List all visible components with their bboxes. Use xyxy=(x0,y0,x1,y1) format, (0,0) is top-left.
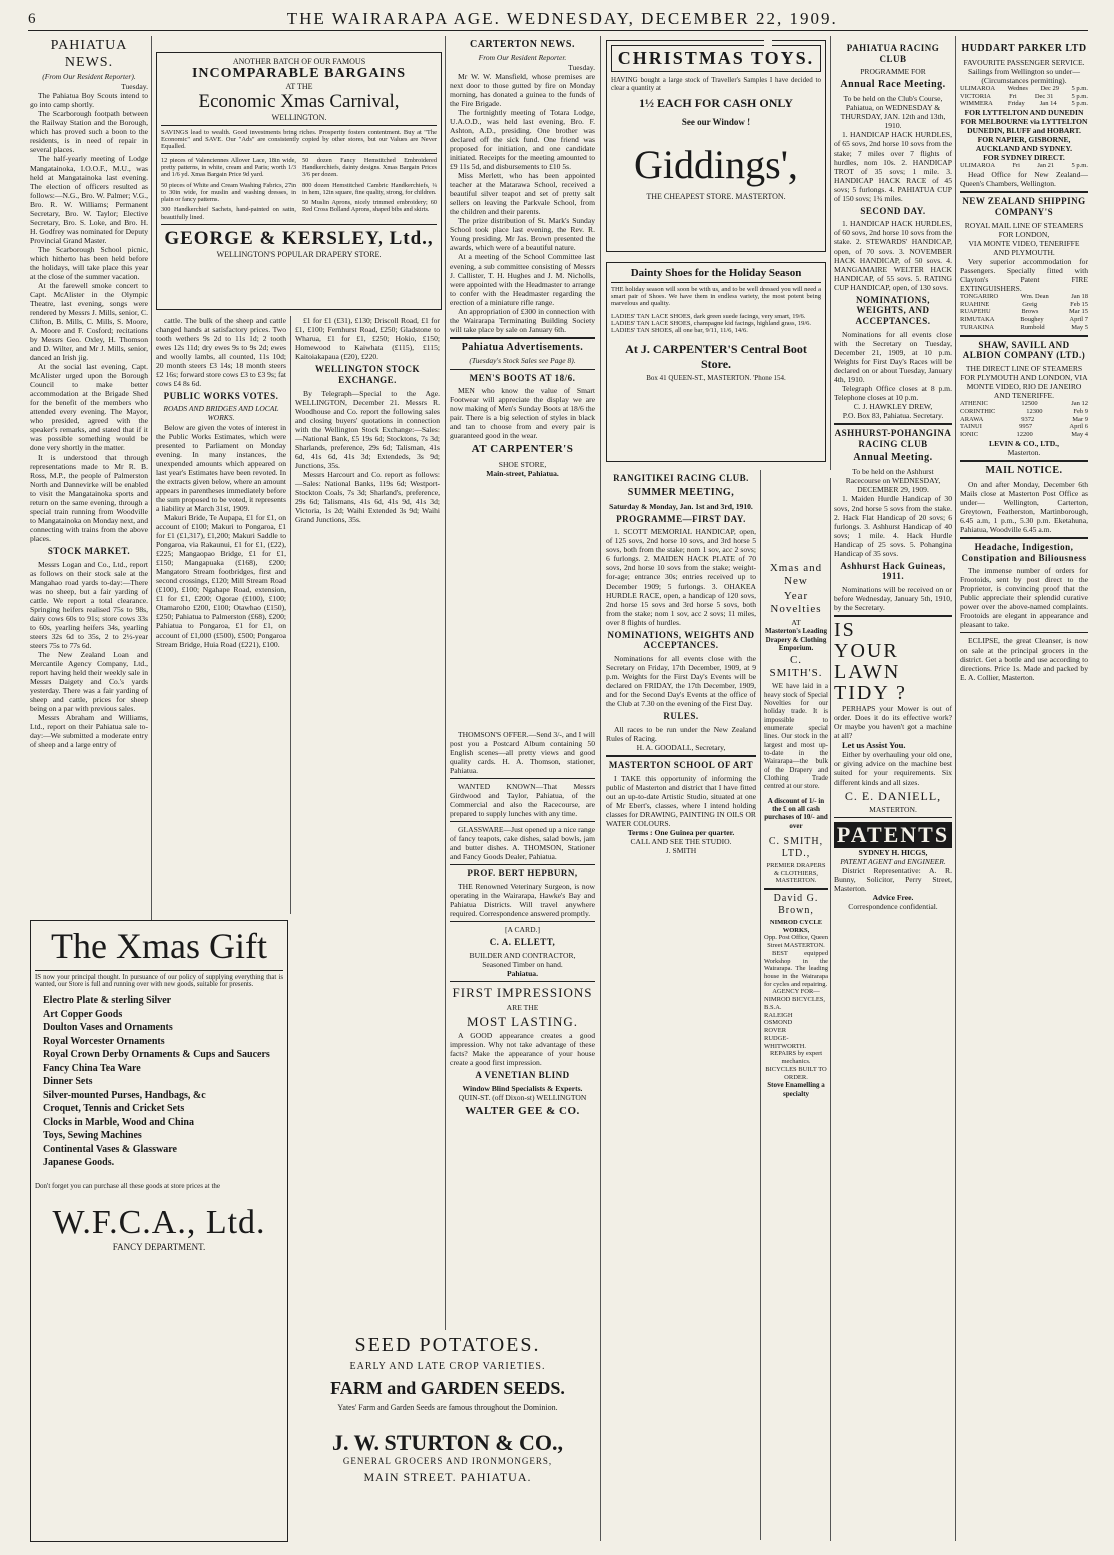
ad-item: 300 Handkerchief Sachets, hand-painted on satin, beautifully lined. xyxy=(161,206,296,221)
table-cell: ULIMAROA xyxy=(960,84,996,92)
ships-table xyxy=(960,293,1088,332)
article-paragraph: The Scarborough footpath between the Railway Station and the Borough, which has proved such a boon to the residents, is in need of repair in several places. xyxy=(30,109,148,155)
advert-text: A GOOD appearance creates a good impression. Why not take advantage of these facts? Make the appearance of your house create a good first impression. xyxy=(450,1031,595,1068)
table-cell: TAINUI xyxy=(960,423,982,431)
article-paragraph: Messrs Logan and Co., Ltd., report as follows on their stock sale at the Mangahao road yards to-day:—There was no sheep, but a fair yarding of cattle. We report a total clearance. Springing heifers realised 75s to 98s, dairy cows 60s to 91s; store cows 33s to 60s, yearling heifers 34s, yearling steers 32s 6d to 35s, 2 to 2½-year steers 75s to 77s 6d. xyxy=(30,559,148,650)
ad-firm: Giddings', xyxy=(634,142,798,187)
dainty-shoes-advert xyxy=(606,262,826,462)
race-line: PROGRAMME FOR xyxy=(860,67,926,77)
conf-line: Correspondence confidential. xyxy=(848,902,938,912)
byline: From Our Resident Reporter. xyxy=(478,52,567,62)
csmith-firm: C. SMITH, LTD., xyxy=(768,836,824,859)
ad-title: Economic Xmas Carnival, xyxy=(198,91,400,112)
order-line: BICYCLES BUILT TO ORDER. xyxy=(765,1065,827,1081)
stock-market-heading: STOCK MARKET. xyxy=(47,545,131,556)
stove-line: Stove Enamelling a specialty xyxy=(767,1081,825,1098)
table-cell: 5 p.m. xyxy=(1071,84,1088,92)
table-cell: Brows xyxy=(1021,308,1039,316)
fi-heading: MOST LASTING. xyxy=(467,1013,578,1029)
gift-item: Doulton Vases and Ornaments xyxy=(43,1022,173,1033)
csmith-heading: Year Novelties xyxy=(770,590,822,616)
article-paragraph: Below are given the votes of interest in the Public Works Estimates, which were presented to Parliament on Monday evening. In many instances, the unexpended amounts which appeared on last year's Estimates have been revoted. In the extracts given below, where an amount appears in parentheses immediately before the sum proposed to be voted, it represents a liability at March 31st, 1909. xyxy=(156,422,286,514)
daniell-firm: C. E. DANIELL, xyxy=(844,788,942,803)
agency-item: OSMOND xyxy=(764,1019,793,1027)
ad-firm: GEORGE & KERSLEY, Ltd., xyxy=(164,227,434,249)
nominations-heading: NOMINATIONS, WEIGHTS AND ACCEPTANCES. xyxy=(607,629,755,651)
table-cell: Feb 9 xyxy=(1073,407,1088,415)
route-line: FOR SYDNEY DIRECT. xyxy=(983,153,1065,163)
ashhurst-date: To be held on the Ashhurst Racecourse on WEDNESDAY, DECEMBER 29, 1909. xyxy=(845,467,941,495)
route-line: FOR NAPIER, GISBORNE, AUCKLAND AND SYDNEY. xyxy=(975,135,1073,154)
article-paragraph: All races to be run under the New Zealand Rules of Racing. xyxy=(606,724,756,743)
article-paragraph: 1. SCOTT MEMORIAL HANDICAP, open, of 125 sovs, 2nd horse 10 sovs, and 3rd horse 5 sovs, both from the stake; nom 1 sov, acc 2 sovs; 6 furlongs. 2. MAIDEN HACK PLATE of 70 sovs, 2nd horse 10 sovs from the stake; weight-for-age; entrance 30s; entries received up to December 1909; 5 furlongs. 3. OHAKEA HURDLE RACE, open, a handicap of 120 sovs, 2nd horse 15 sovs and 3rd horse 5 sovs, both from the stake; nom 1 sov, acc 2 sovs; 11 miles, over 8 flights of hurdles. xyxy=(606,527,756,627)
table-cell: Wm. Dean xyxy=(1020,292,1049,300)
article-paragraph: The New Zealand Loan and Mercantile Agency Company, Ltd., report having held their weekly sale in Messrs Daigety and Co.'s yards yesterday. There was a fair yarding of sheep and cattle, prices for sheep being on a par with previous sales. xyxy=(30,649,148,714)
csmith-line: PREMIER DRAPERS & CLOTHIERS, MASTERTON. xyxy=(766,861,826,885)
table-cell: Jan 12 xyxy=(1071,400,1088,408)
column-shipping-mail xyxy=(960,40,1088,1540)
table-cell: Mar 15 xyxy=(1069,308,1088,316)
csmith-line: Masterton's Leading Drapery & Clothing Emporium. xyxy=(764,627,828,652)
article-paragraph: cattle. The bulk of the sheep and cattle changed hands at satisfactory prices. Two tooth wethers 9s 2d to 11s 1d; 2 tooth ewes 12s 11d; dry ewes 9s to 9s 2d; ewes and woolly lambs, all counted, 11s 10d; 20 month steers £3 14s; 18 month steers £2 16s; forward store cows £3 to £3 9s; fat cows £4 8s 6d. xyxy=(156,316,286,389)
advert-text: THOMSON'S OFFER.—Send 3/-, and I will post you a Postcard Album containing 50 English scenes—all pretty views and good quality cards. H. A. Thomson, stationer, Pahiatua. xyxy=(450,730,595,776)
table-cell: 12300 xyxy=(1026,407,1043,415)
brown-line: NIMROD CYCLE WORKS, xyxy=(769,918,823,934)
builder-role: BUILDER AND CONTRACTOR, xyxy=(469,950,576,960)
blind-heading: A VENETIAN BLIND xyxy=(475,1070,570,1081)
byline: (From Our Resident Reporter). xyxy=(42,72,136,82)
csmith-firm: C. SMITH'S. xyxy=(769,654,823,680)
article-paragraph: Either by overhauling your old one, or giving advice on the machine best suited for your requirements. Six different kinds and all sizes. xyxy=(834,750,952,787)
shaw-line: THE DIRECT LINE OF STEAMERS FOR PLYMOUTH AND LONDON, VIA MONTE VIDEO, RIO DE JANEIRO AND TENERIFFE. xyxy=(960,363,1088,400)
mail-heading: MAIL NOTICE. xyxy=(985,464,1063,476)
ashhurst-heading: ASHHURST-POHANGINA RACING CLUB xyxy=(834,428,952,449)
table-row xyxy=(960,431,1088,439)
ad-line: LADIES' TAN LACE SHOES, champagne kid facings, highland grass, 19/6. xyxy=(611,320,812,327)
huddart-line: Sailings from Wellington so under—(Circumstances permitting). xyxy=(968,66,1080,85)
agency-heading: AGENCY FOR— xyxy=(772,988,820,996)
table-cell: WIMMERA xyxy=(960,100,993,108)
ad-item: 50 pieces of White and Cream Washing Fabrics, 27in to 30in wide, for muslin and washing dresses, in plain or fancy patterns. xyxy=(161,181,296,204)
table-cell: Dec 29 xyxy=(1040,84,1060,92)
agency-item: ROVER xyxy=(764,1027,787,1035)
table-cell: Mar 9 xyxy=(1072,415,1088,423)
levin-line: Masterton. xyxy=(1007,447,1041,457)
ad-line: GENERAL GROCERS AND IRONMONGERS, xyxy=(342,1456,553,1466)
table-cell: CORINTHIC xyxy=(960,407,996,415)
article-paragraph: On and after Monday, December 6th Mails close at Masterton Post Office as under— Wellington, Carterton, Greytown, Featherston, Martinborough, 6.45 a.m, 1 p.m., 5.30 p.m. Eketahuna, Pahiatua, Woodville 6.45 a.m. xyxy=(960,479,1088,534)
ad-blurb: HAVING bought a large stock of Traveller's Samples I have decided to clear a quantity at xyxy=(611,76,821,92)
ad-line: Yates' Farm and Garden Seeds are famous throughout the Dominion. xyxy=(337,1403,558,1412)
ad-blurb: SAVINGS lead to wealth. Good investments bring riches. Prosperity fosters contentment. Buy at "The Economic" and SAVE. Our "Ads" are consistently copied by other stores, but our Values are Never Equalled. xyxy=(161,129,437,150)
table-cell: Friday xyxy=(1007,100,1025,108)
table-cell: RUAPEHU xyxy=(960,308,991,316)
table-cell: Dec 31 xyxy=(1034,92,1054,100)
daniell-town: MASTERTON. xyxy=(869,804,917,814)
carnival-advert xyxy=(156,52,442,310)
article-paragraph: By Telegraph—Special to the Age. WELLINGTON, December 21. Messrs R. Woodhouse and Co. report the following sales and closing buyers' quotations in connection with the Wellington Stock Exchange:—Sales:—National Bank, £5 19s 6d; Stocktons, 7s 3d; Sharlands, preference, 29s 6d; Talisman, 41s 6d, 41s 6d, 41s 3d; Extendeds, 3s 9d; Junctions, 35s. xyxy=(295,388,440,470)
hicks-role: PATENT AGENT and ENGINEER. xyxy=(840,857,946,867)
agency-item: RALEIGH xyxy=(764,1011,793,1019)
ad-firm: W.F.C.A., Ltd. xyxy=(52,1203,266,1241)
article-paragraph: Nominations for all events close with the Secretary on Tuesday, December 21, 1909, at 10 p.m. Weights for First Day's Races will be declared on or about Tuesday, January 4th, 1910. xyxy=(834,329,952,384)
ad-blurb: IS now your principal thought. In pursuance of our policy of supplying everything that is wanted, our Store is full and running over with new goods, suitable for presents. xyxy=(35,974,283,988)
article-paragraph: ECLIPSE, the great Cleanser, is now on sale at the principal grocers in the district. Get a bottle and use according to directions. Price 1s. Made and packed by E. A. Collier, Masterton. xyxy=(960,636,1088,682)
ad-line: WELLINGTON. xyxy=(271,113,327,122)
ad-item: 12 pieces of Valenciennes Allover Lace, 18in wide, pretty patterns, in white, cream and Paris; worth 1/3 and 1/6 yd. Xmas Bargain Price 9d yard. xyxy=(161,157,296,179)
agency-item: B.S.A. xyxy=(764,1003,782,1011)
table-cell: Jan 18 xyxy=(1071,292,1088,300)
article-paragraph: Telegraph Office closes at 8 p.m. Telephone closes at 10 p.m. xyxy=(834,383,952,402)
stock-exchange-heading: WELLINGTON STOCK EXCHANGE. xyxy=(315,364,420,385)
race-subheading: SUMMER MEETING, xyxy=(627,486,735,498)
table-cell: Feb 15 xyxy=(1070,300,1088,308)
route-line: FOR LYTTELTON AND DUNEDIN xyxy=(964,108,1084,118)
fi-line: ARE THE xyxy=(506,1002,539,1012)
ad-title: Dainty Shoes for the Holiday Season xyxy=(630,267,802,279)
shaw-heading: SHAW, SAVILL AND ALBION COMPANY (LTD.) xyxy=(962,339,1086,361)
nzs-line: ROYAL MAIL LINE OF STEAMERS FOR LONDON, xyxy=(964,220,1084,239)
gift-item: Croquet, Tennis and Cricket Sets xyxy=(43,1103,185,1114)
fi-heading: FIRST IMPRESSIONS xyxy=(452,985,593,1001)
gift-item: Art Copper Goods xyxy=(43,1008,123,1020)
table-cell: 12500 xyxy=(1021,400,1038,408)
gift-item: Japanese Goods. xyxy=(43,1157,115,1168)
article-paragraph: PERHAPS your Mower is out of order. Does it do its effective work? Or maybe you haven't got a machine at all? xyxy=(834,704,952,741)
blind-firm: WALTER GEE & CO. xyxy=(465,1104,580,1117)
dateline: Tuesday. xyxy=(121,82,148,92)
advice-line: Advice Free. xyxy=(872,893,914,903)
race-heading: RANGITIKEI RACING CLUB. xyxy=(613,473,749,483)
agency-list xyxy=(764,996,828,1050)
article-paragraph: Nominations will be received on or before Wednesday, January 5th, 1910, by the Secretary. xyxy=(834,585,952,613)
table-cell: 5 p.m. xyxy=(1071,92,1088,100)
article-paragraph: The Scarborough School picnic, which hitherto has been held before the holidays, will take place this year at the close of the summer vacation. xyxy=(30,244,148,281)
race-date: Saturday & Monday, Jan. 1st and 3rd, 1910. xyxy=(609,501,753,511)
table-cell: VICTORIA xyxy=(960,92,991,100)
race-line: To be held on the Club's Course, Pahiatua, on WEDNESDAY & THURSDAY, JAN. 12th and 13th, 1910. xyxy=(840,94,946,131)
gift-list xyxy=(35,994,283,1170)
dateline: Tuesday. xyxy=(568,62,595,72)
builder-name: C. A. ELLETT, xyxy=(489,937,556,948)
table-cell: May 4 xyxy=(1071,430,1088,438)
masthead xyxy=(28,8,1088,31)
call-line: CALL AND SEE THE STUDIO. xyxy=(630,836,732,846)
article-paragraph: Head Office for New Zealand—Queen's Chambers, Wellington. xyxy=(960,170,1088,189)
ad-line: THE CHEAPEST STORE. MASTERTON. xyxy=(646,192,786,201)
terms-line: Terms : One Guinea per quarter. xyxy=(627,827,735,837)
article-paragraph: 1. HANDICAP HACK HURDLES, of 65 sovs, 2nd horse 10 sovs from the stake; 7 miles over 7 flights of hurdles, nom 10s. 2. HANDICAP TROT of 35 sovs; 1 mile. 3. HANDICAP HACK RACE of 45 sovs; 5 furlongs. 4. PAHIATUA CUP of 150 sovs; 1¾ miles. xyxy=(834,130,952,203)
article-paragraph: District Representative: A. R. Bunny, Solicitor, Perry Street, Masterton. xyxy=(834,866,952,894)
shop-line: SHOE STORE, xyxy=(498,459,547,469)
column-racing-clubs xyxy=(834,40,952,1540)
ad-title: CHRISTMAS TOYS. xyxy=(611,45,821,72)
ad-line: INCOMPARABLE BARGAINS xyxy=(191,66,407,81)
ad-line: LADIES' TAN SHOES, all one bar, 9/11, 11/6, 14/6. xyxy=(611,327,748,334)
section-heading: CARTERTON NEWS. xyxy=(470,39,575,50)
table-cell: Wednes xyxy=(1007,84,1028,92)
article-paragraph: It is understood that through representations made to Mr R. B. Ross, M.P., the people of Palmerston North and Dannevirke will be enabled to visit the Mangatainoka sports and return on the same evening, through a special train running from Woodville to Mangatainoka on Monday next, and connecting with trains from the above places. xyxy=(30,452,148,543)
table-cell: ULIMAROA xyxy=(960,162,996,170)
ad-item: 800 dozen Hemstitched Cambric Handkerchiefs, ¼ in hem, 12in square, fine quality, strong, for children. xyxy=(302,181,437,196)
table-row xyxy=(960,316,1088,324)
table-row xyxy=(960,324,1088,332)
card-label: [A CARD.] xyxy=(504,925,541,935)
table-cell: Jan 21 xyxy=(1037,162,1055,170)
brown-line: Opp. Post Office, Queen Street MASTERTON. xyxy=(764,934,828,950)
ad-note: Don't forget you can purchase all these goods at store prices at the xyxy=(35,1181,221,1190)
xmas-gift-advert xyxy=(30,920,288,1542)
patents-heading: PATENTS xyxy=(834,822,952,848)
ad-title: The Xmas Gift xyxy=(51,926,267,966)
article-paragraph: 1. HANDICAP HACK HURDLES, of 60 sovs, 2nd horse 10 sovs from the stake. 2. STEWARDS' HANDICAP, open, of 70 sovs. 3. NOVEMBER HACK HANDICAP, of 50 sovs. 4. MANGAMAIRE WELTER HACK HANDICAP, of 55 sovs. 5. RATING CUP HANDICAP, open, of 130 sovs. xyxy=(834,219,952,292)
csmith-heading: Xmas and New xyxy=(769,562,823,588)
column-carterton-news xyxy=(450,36,595,726)
rules-heading: RULES. xyxy=(663,711,699,722)
ad-line: ANOTHER BATCH OF OUR FAMOUS xyxy=(232,57,366,66)
ad-line: FARM and GARDEN SEEDS. xyxy=(330,1378,565,1398)
article-paragraph: Messrs Abraham and Williams, Ltd., report on their Pahiatua sale to-day:—We submitted a moderate entry of sheep and a large entry of xyxy=(30,713,148,750)
sailing-table xyxy=(960,85,1088,108)
ashhurst-subheading: Annual Meeting. xyxy=(853,452,933,464)
table-cell: ATHENIC xyxy=(960,400,988,408)
programme-heading: PROGRAMME—FIRST DAY. xyxy=(616,513,746,524)
shop-line: Main-street, Pahiatua. xyxy=(486,468,559,478)
article-paragraph: An appropriation of £300 in connection with the Wairarapa Terminating Building Society will take place by sale on January 6th. xyxy=(450,306,595,334)
brown-firm: David G. Brown, xyxy=(773,893,819,916)
gift-item: Clocks in Marble, Wood and China xyxy=(43,1116,194,1128)
nominations-heading: NOMINATIONS, WEIGHTS, AND ACCEPTANCES. xyxy=(855,294,931,327)
lawn-heading: IS YOUR LAWN TIDY ? xyxy=(834,619,907,705)
seed-advert xyxy=(300,1330,595,1542)
table-cell: IONIC xyxy=(960,430,979,438)
advert-text: GLASSWARE—Just opened up a nice range of fancy teapots, cake dishes, salad bowls, jam and butter dishes. A. THOMSON, Stationer and Fancy Goods Dealer, Pahiatua. xyxy=(450,825,595,862)
article-paragraph: MEN who know the value of Smart Footwear will appreciate the display we are now making of Men's Sunday Boots at 18/6 the pair. There is a big selection of styles in black and tan to choose from and every pair is guaranteed good in the wear. xyxy=(450,386,595,441)
table-cell: Rumbold xyxy=(1020,323,1045,331)
prof-heading: PROF. BERT HEPBURN, xyxy=(467,868,578,879)
shop-name: AT CARPENTER'S xyxy=(471,443,574,456)
table-cell: Fri xyxy=(1012,162,1020,170)
table-cell: ARAWA xyxy=(960,415,984,423)
gift-item: Silver-mounted Purses, Handbags, &c xyxy=(43,1089,206,1101)
table-cell: April 7 xyxy=(1069,316,1088,324)
headache-heading: Headache, Indigestion, Constipation and Biliousness xyxy=(961,541,1087,563)
ad-item: 50 Muslin Aprons, nicely trimmed embroidery; 60 Red Cross Bolland Aprons, shaped bibs and skirts. xyxy=(302,199,437,214)
table-row xyxy=(960,423,1088,431)
adverts-heading: Pahiatua Advertisements. xyxy=(461,341,584,353)
ad-window: See our Window ! xyxy=(681,117,751,127)
ad-title: SEED POTATOES. xyxy=(354,1334,541,1356)
article-paragraph: Mr W. W. Mansfield, whose premises are next door to those gutted by fire on Monday morning, has donated a guinea to the funds of the Fire Brigade. xyxy=(450,71,595,108)
column-wellington-exchange xyxy=(295,316,440,914)
table-cell: TURAKINA xyxy=(960,323,994,331)
nzs-line: VIA MONTE VIDEO, TENERIFFE AND PLYMOUTH. xyxy=(968,238,1080,257)
advert-text: THE Renowned Veterinary Surgeon, is now operating in the Wairarapa, Hawke's Bay and Pahiatua Districts. Will travel anywhere required. Correspondence answered promptly. xyxy=(450,882,595,919)
nzs-heading: NEW ZEALAND SHIPPING COMPANY'S xyxy=(962,196,1086,217)
table-cell: 5 p.m. xyxy=(1071,162,1088,170)
route-line: FOR MELBOURNE via LYTTELTON DUNEDIN, BLUFF and HOBART. xyxy=(960,117,1088,136)
table-cell: May 5 xyxy=(1071,323,1088,331)
table-row xyxy=(960,308,1088,316)
ad-price: 1½ EACH FOR CASH ONLY xyxy=(639,96,793,110)
article-paragraph: At a meeting of the School Committee last evening, a sub committee consisting of Messrs J. Callister, T. H. Hughes and J. M. Nicholls, were appointed with the Headmaster to arrange to confer with the Headmaster regarding the erection of a miniature rifle range. xyxy=(450,252,595,307)
table-row xyxy=(960,162,1088,170)
christmas-toys-advert xyxy=(606,40,826,252)
column-stock-and-works xyxy=(156,316,286,914)
gift-item: Fancy China Tea Ware xyxy=(43,1062,141,1074)
csmith-text: WE have laid in a heavy stock of Special Novelties for our holiday trade. It is impossible to enumerate special lines. Our stock in the largest and most up-to-date in the Wairarapa—the bulk of the Drapery and Clothing Trade centred at our store. xyxy=(764,682,828,791)
column-racing-and-art xyxy=(606,470,756,1540)
table-cell: Greig xyxy=(1022,300,1038,308)
table-row xyxy=(960,416,1088,424)
page-number: 6 xyxy=(28,10,37,27)
huddart-heading: HUDDART PARKER LTD xyxy=(961,43,1087,54)
secretary-line: P.O. Box 83, Pahiatua. Secretary. xyxy=(842,411,944,421)
article-paragraph: At the farewell smoke concert to Capt. McAlister in the Olympic Theatre, last evening, songs were rendered by Messrs J. Mills, senior, C. Clifton, B. Mills, C. Mills, S. Moore, A. Moore and F. Cosford; recitations by Messrs Geo. Oxley, H. Thomson and D. Wilter, and Mr J. Mills, senior, danced an Irish jig. xyxy=(30,280,148,363)
blind-line: QUIN-ST. (off Dixon-st) WELLINGTON xyxy=(458,1092,587,1102)
signature: J. SMITH xyxy=(665,846,697,856)
ad-line: EARLY AND LATE CROP VARIETIES. xyxy=(349,1361,546,1372)
table-cell: TONGARIRO xyxy=(960,292,999,300)
article-paragraph: I TAKE this opportunity of informing the public of Masterton and district that I have fitted out an up-to-date Artistic Studio, situated at one of Mr Ebert's, classes, where I intend holding classes for DRAWING, PAINTING IN OILS OR WATER COLOURS. xyxy=(606,773,756,828)
huddart-line: FAVOURITE PASSENGER SERVICE. xyxy=(963,57,1085,67)
brown-text: BEST equipped Workshop in the Wairarapa. The leading house in the Wairarapa for cycles and repairing. xyxy=(764,949,828,988)
pahiatua-race-heading: PAHIATUA RACING CLUB xyxy=(846,43,940,64)
article-paragraph: The prize distribution of St. Mark's Sunday School took place last evening, the Rev. R. Young presiding. Mr Jas. Brown presented the awards, which were of a beautiful nature. xyxy=(450,216,595,253)
public-works-subheading: ROADS AND BRIDGES AND LOCAL WORKS. xyxy=(163,403,279,422)
table-cell: Boughey xyxy=(1020,316,1044,324)
builder-addr: Pahiatua. xyxy=(506,969,538,979)
agency-item: RUDGE-WHITWORTH. xyxy=(764,1034,807,1050)
table-row xyxy=(960,301,1088,309)
sailing-table xyxy=(960,162,1088,170)
ships-table xyxy=(960,400,1088,439)
table-cell: 9957 xyxy=(1019,423,1033,431)
article-paragraph: The fortnightly meeting of Totara Lodge, U.A.O.D., was held last evening, Bro. F. Ashton, A.D., presiding. One brother was declared off the sick fund. One friend was proposed for initiation, and one candidate initiated. Receipts for the meeting amounted to £9 11s 5d, and disbursements to £10 5s. xyxy=(450,107,595,172)
secretary-line: C. J. HAWKLEY DREW, xyxy=(853,402,933,412)
table-row xyxy=(960,85,1088,93)
gift-item: Electro Plate & sterling Silver xyxy=(43,995,172,1006)
article-paragraph: £1 for £1 (£31), £130; Driscoll Road, £1 for £1, £100; Fernhurst Road, £250; Gladstone to Wharua, £1 for £1, £250; Hokio, £150; Homewood to Kaiwhata (£115), £115; Kaitoiakapaua (£20), £220. xyxy=(295,316,440,362)
article-paragraph: At the social last evening, Capt. McAlister urged upon the Borough Council to make better accommodation at the Brigade Shed for the benefit of the members who attended every evening. The Mayor, who presided, agreed with the speaker's remarks, and stated that if it was possible something would be done very shortly in the matter. xyxy=(30,362,148,453)
ad-line: LADIES' TAN LACE SHOES, dark green suede facings, very smart, 19/6. xyxy=(611,313,806,320)
public-works-heading: PUBLIC WORKS VOTES. xyxy=(163,391,279,402)
adverts-subheading: (Tuesday's Stock Sales see Page 8). xyxy=(469,355,576,365)
art-school-heading: MASTERTON SCHOOL OF ART xyxy=(608,760,754,771)
ad-line: Box 41 QUEEN-ST., MASTERTON. 'Phone 154. xyxy=(646,374,786,382)
ad-dept: FANCY DEPARTMENT. xyxy=(112,1241,206,1252)
gift-item: Continental Vases & Glassware xyxy=(43,1143,177,1155)
hicks-name: SYDNEY H. HICGS, xyxy=(858,848,928,858)
agency-item: NIMROD BICYCLES, xyxy=(764,996,826,1004)
guineas-heading: Ashhurst Hack Guineas, 1911. xyxy=(840,560,946,582)
article-paragraph: The Pahiatua Boy Scouts intend to go into camp shortly. xyxy=(30,91,148,110)
article-paragraph: Miss Merlett, who has been appointed teacher at the Matarawa School, received a beautiful silver teapot and set of pretty salt sellers on leaving the Parkvale School, from the children and their parents. xyxy=(450,171,595,217)
csmith-line: AT xyxy=(791,618,801,628)
second-day-heading: SECOND DAY. xyxy=(860,205,926,216)
lawn-assist: Let us Assist You. xyxy=(842,740,906,751)
secretary-line: H. A. GOODALL, Secretary, xyxy=(636,743,726,753)
table-cell: 9372 xyxy=(1021,415,1035,423)
table-cell: 5 p.m. xyxy=(1071,100,1088,108)
ad-firm: At J. CARPENTER'S Central Boot Store. xyxy=(625,342,807,371)
ad-line: WELLINGTON'S POPULAR DRAPERY STORE. xyxy=(216,249,382,259)
gift-item: Dinner Sets xyxy=(43,1076,93,1087)
ad-item: 50 dozen Fancy Hemstitched Embroidered Handkerchiefs, dainty designs. Xmas Bargain Prices 3/6 per dozen. xyxy=(302,157,437,179)
article-paragraph: Nominations for all events close with the Secretary on Friday, 17th December, 1909, at 9 p.m. Weights for the First Day's Events will be declared on FRIDAY, the 17th December, 1909, and for the Second Day's Events at the office of the Club at 7.30 on the evening of the First Day. xyxy=(606,654,756,709)
table-cell: Jan 14 xyxy=(1039,100,1057,108)
ad-line: AT THE xyxy=(285,82,313,91)
table-row xyxy=(960,400,1088,408)
column-csmith-brown xyxy=(764,560,828,1540)
table-cell: Fri xyxy=(1009,92,1017,100)
article-paragraph: Makuri Bride, Te Aupapa, £1 for £1, on account of £100; Makuri to Pongaroa, £1 for £1 (£1,317), £1,200; Makuri Saddle to Pongaroa, via Rakaunui, £1 for £1, (£22), £225; Mangaopao Bridge, £1 for £1, £150; Mangapuaka (£168), £200; Mangatoro Stream footbridges, first and second crossings, £120; Mill Stream Road (£100), £100; Ngahape Road, extension, £1 for £1, £200; Ogorae (£100), £100; Otamaroho £200, £100; Otawhao (£150), £250; Pahiatua to Palmerston (£68), £200; Pahiatua to Pongaroa, £1 for £1, on account of £1,000 (£500), £500; Pongaroa Stream Bridge, Huia Road (£221), £100. xyxy=(156,513,286,649)
builder-note: Seasoned Timber on hand. xyxy=(482,960,563,969)
table-row xyxy=(960,100,1088,108)
table-row xyxy=(960,408,1088,416)
table-cell: RUAHINE xyxy=(960,300,990,308)
repairs-line: REPAIRS by expert mechanics. xyxy=(769,1050,823,1066)
levin-line: LEVIN & CO., LTD., xyxy=(989,438,1059,448)
table-cell: April 6 xyxy=(1069,423,1088,431)
table-cell: RIMUTAKA xyxy=(960,316,995,324)
section-heading: PAHIATUA NEWS. xyxy=(50,38,128,70)
newspaper-title: THE WAIRARAPA AGE. WEDNESDAY, DECEMBER 22, 1909. xyxy=(286,9,838,28)
ad-blurb: THE holiday season will soon be with us, and to be well dressed you will need a smart pair of Shoes. We have them in endless variety, the most potent being marvelous and quality. xyxy=(611,286,821,307)
article-paragraph: 1. Maiden Hurdle Handicap of 30 sovs, 2nd horse 5 sovs from the stake. 2. Hack Flat Handicap of 20 sovs; 6 furlongs. 3. Ashhurst Handicap of 40 sovs; 1 mile. 4. Hack Hurdle Handicap of 25 sovs. 5. Pohangina Handicap of 35 sovs. xyxy=(834,494,952,558)
annual-heading: Annual Race Meeting. xyxy=(840,79,946,91)
gift-item: Toys, Sewing Machines xyxy=(43,1130,142,1141)
ad-line: MAIN STREET. PAHIATUA. xyxy=(363,1470,532,1484)
discount-line: A discount of 1/- in the £ on all cash purchases of 10/- and over xyxy=(764,796,828,830)
table-row xyxy=(960,93,1088,101)
boots-heading: MEN'S BOOTS AT 18/6. xyxy=(469,372,576,383)
table-row xyxy=(960,293,1088,301)
blind-line: Window Blind Specialists & Experts. xyxy=(462,1083,583,1093)
article-paragraph: The immense number of orders for Frootoids, sent by post direct to the Proprietor, is convincing proof that the Public appreciate their splendid curative power over the above-named complaints. Frootoids are elegant in appearance and pleasant to take. xyxy=(960,566,1088,630)
table-cell: 12200 xyxy=(1016,430,1033,438)
article-paragraph: Very superior accommodation for Passengers. Specially fitted with Clayton's Patent FIRE EXTINGUISHERS. xyxy=(960,256,1088,293)
gift-item: Royal Worcester Ornaments xyxy=(43,1035,165,1047)
advert-text: WANTED KNOWN—That Messrs Girdwood and Taylor, Pahiatua, of the Commercial and also the Racecourse, are prepared to supply lunches with any time. xyxy=(450,782,595,819)
gift-item: Royal Crown Derby Ornaments & Cups and Saucers xyxy=(43,1049,270,1060)
column-pahiatua-ads xyxy=(450,730,595,1117)
article-paragraph: Messrs Harcourt and Co. report as follows:—Sales: National Banks, 119s 6d; Westport-Stockton Coals, 7s 3d; Sharland's, preference, 29s 6d; Talismans, 41s 6d, 41s 9d, 41s 3d; Victoria, 1s 2d; Waihi Extended 3s 9d; Waihi Grand Junctions, 35s. xyxy=(295,469,440,524)
article-paragraph: The half-yearly meeting of Lodge Mangatainoka, I.O.O.F., M.U., was held at Mangatainoka last evening. The election of officers resulted as follows:—N.G., Bro. W. Palmer; V.G., Bro. R. W. Williams; Permanent Secretary, Bro. W. Taylor; Elective Secretary, Bro. S. Loke, and Bro. H. H. Godfrey was nominated for Deputy Provincial Grand Master. xyxy=(30,154,148,245)
ad-firm: J. W. STURTON & CO., xyxy=(331,1430,564,1455)
